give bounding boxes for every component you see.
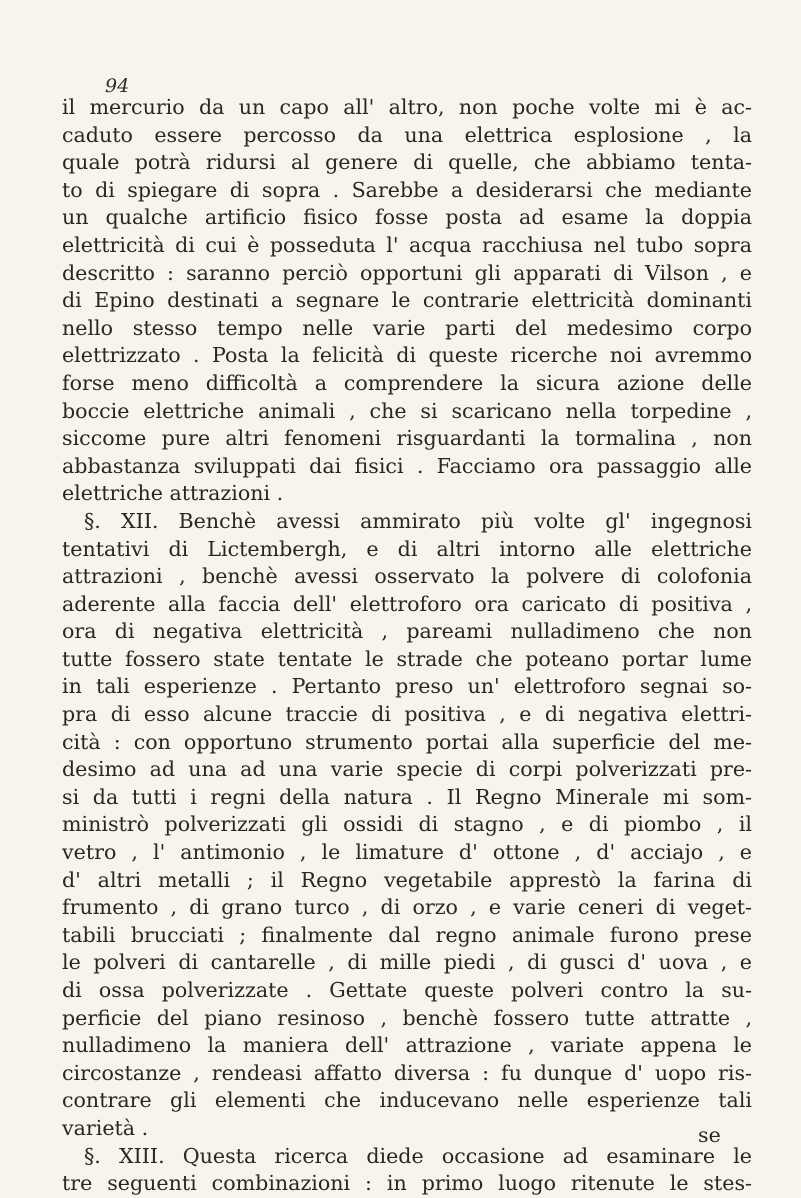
text-line: perficie del piano resinoso , benchè fossero tutte attratte ,: [62, 1005, 752, 1030]
catchword: se: [698, 1123, 721, 1147]
paragraph-end-line: varietà .: [62, 1115, 149, 1140]
text-line: quale potrà ridursi al genere di quelle, che abbiamo tenta-: [62, 150, 752, 175]
text-line: di Epino destinati a segnare le contrarie elettricità dominanti: [62, 288, 752, 313]
text-line: attrazioni , benchè avessi osservato la polvere di colofonia: [62, 564, 752, 589]
text-line: in tali esperienze . Pertanto preso un' elettroforo segnai so-: [62, 674, 752, 699]
text-line: cità : con opportuno strumento portai alla superficie del me-: [62, 729, 752, 754]
text-line: ora di negativa elettricità , pareami nulladimeno che non: [62, 619, 752, 644]
text-line: siccome pure altri fenomeni risguardanti la tormalina , non: [62, 426, 752, 451]
text-line: tentativi di Lictembergh, e di altri intorno alle elettriche: [62, 536, 752, 561]
text-line: frumento , di grano turco , di orzo , e varie ceneri di veget-: [62, 895, 752, 920]
text-line: il mercurio da un capo all' altro, non poche volte mi è ac-: [62, 95, 752, 119]
text-line: le polveri di cantarelle , di mille piedi , di gusci d' uova , e: [62, 950, 752, 975]
section-heading-line: §. XIII. Questa ricerca diede occasione ad esaminare le: [84, 1143, 752, 1168]
text-line: caduto essere percosso da una elettrica esplosione , la: [62, 122, 752, 147]
text-line: tre seguenti combinazioni : in primo luogo ritenute le stes-: [62, 1171, 752, 1196]
text-line: aderente alla faccia dell' elettroforo ora caricato di positiva ,: [62, 591, 752, 616]
text-line: elettrizzato . Posta la felicità di queste ricerche noi avremmo: [62, 343, 752, 368]
text-line: boccie elettriche animali , che si scaricano nella torpedine ,: [62, 398, 752, 423]
body-text: [62, 94, 752, 1198]
text-line: un qualche artificio fisico fosse posta ad esame la doppia: [62, 205, 752, 230]
text-line: circostanze , rendeasi affatto diversa : fu dunque d' uopo ris-: [62, 1060, 752, 1085]
text-line: di ossa polverizzate . Gettate queste polveri contro la su-: [62, 978, 752, 1002]
text-line: nulladimeno la maniera dell' attrazione , variate appena le: [62, 1033, 752, 1058]
text-line: pra di esso alcune traccie di positiva , e di negativa elettri-: [62, 702, 752, 727]
paragraph-end-line: elettriche attrazioni .: [62, 481, 284, 506]
text-line: tabili brucciati ; finalmente dal regno animale furono prese: [62, 922, 752, 947]
text-line: vetro , l' antimonio , le limature d' ottone , d' acciajo , e: [62, 840, 752, 865]
page-number: 94: [105, 75, 130, 97]
text-line: descritto : saranno perciò opportuni gli apparati di Vilson , e: [62, 260, 752, 285]
text-line: contrare gli elementi che inducevano nelle esperienze tali: [62, 1088, 752, 1113]
text-line: d' altri metalli ; il Regno vegetabile apprestò la farina di: [62, 867, 752, 892]
section-heading-line: §. XII. Benchè avessi ammirato più volte gl' ingegnosi: [84, 508, 752, 533]
text-line: to di spiegare di sopra . Sarebbe a desiderarsi che mediante: [62, 177, 752, 202]
text-line: forse meno difficoltà a comprendere la sicura azione delle: [62, 370, 752, 395]
text-line: abbastanza sviluppati dai fisici . Facciamo ora passaggio alle: [62, 453, 752, 478]
text-line: si da tutti i regni della natura . Il Regno Minerale mi som-: [62, 784, 752, 809]
text-line: ministrò polverizzati gli ossidi di stagno , e di piombo , il: [62, 812, 752, 837]
text-line: elettricità di cui è posseduta l' acqua racchiusa nel tubo sopra: [62, 232, 752, 257]
text-line: desimo ad una ad una varie specie di corpi polverizzati pre-: [62, 757, 752, 782]
text-line: tutte fossero state tentate le strade che poteano portar lume: [62, 646, 752, 671]
text-line: nello stesso tempo nelle varie parti del medesimo corpo: [62, 315, 752, 340]
